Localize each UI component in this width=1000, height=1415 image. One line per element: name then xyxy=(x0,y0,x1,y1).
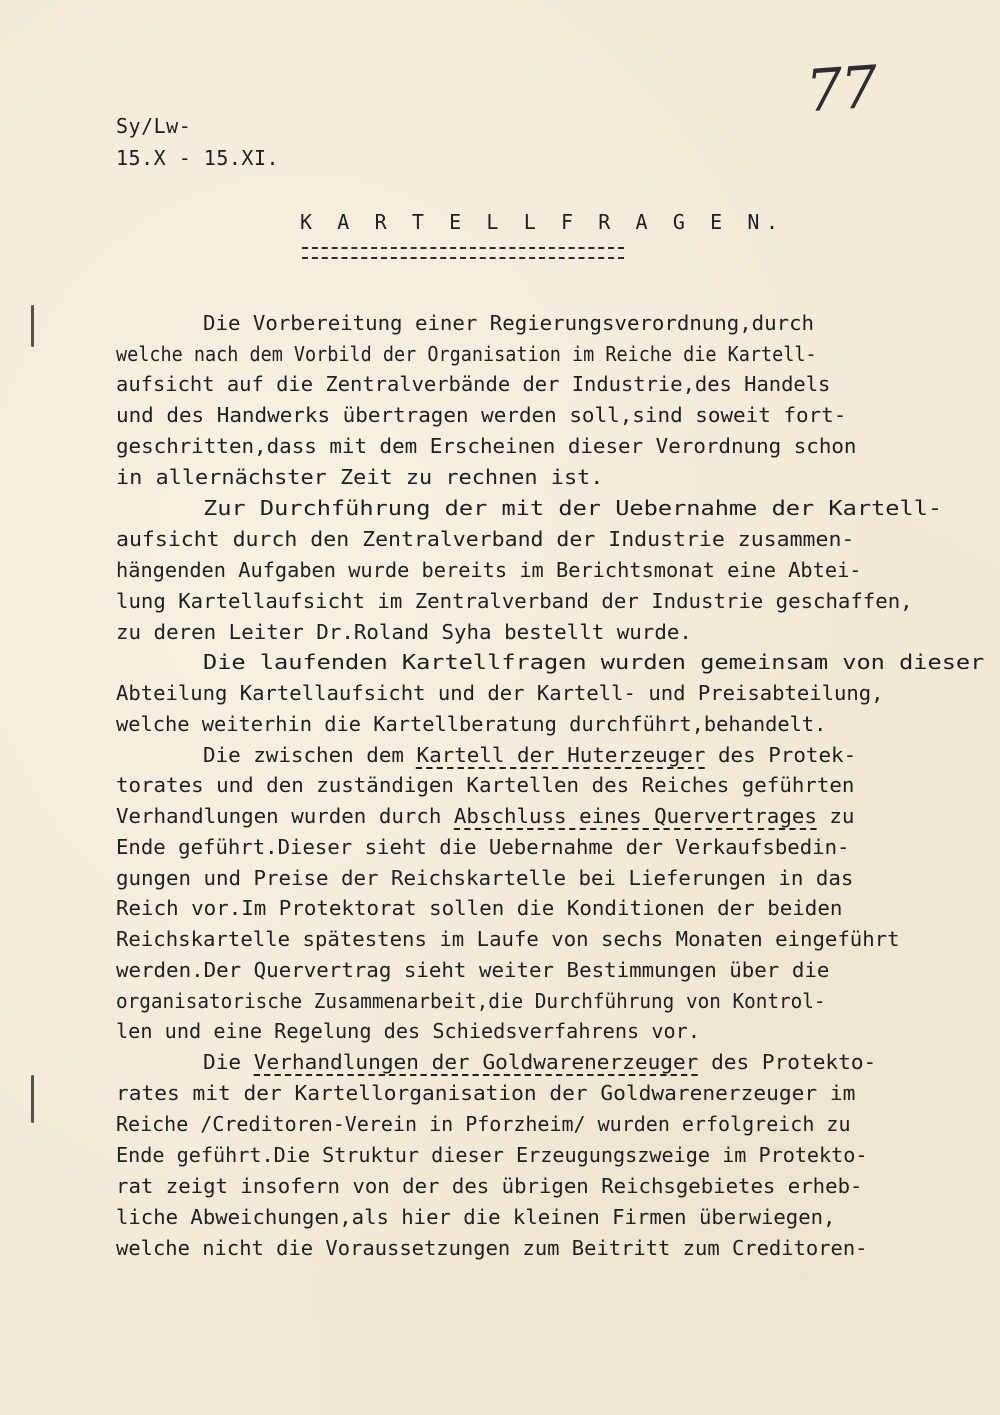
text-line xyxy=(116,681,884,705)
underlined-phrase: Kartell der Huterzeuger xyxy=(416,743,706,767)
text-line xyxy=(116,835,849,859)
text-segment: rat zeigt insofern von der des übrigen Reichsgebietes erheb- xyxy=(116,1174,863,1198)
text-segment: Abteilung Kartellaufsicht und der Kartell- und Preisabteilung, xyxy=(116,681,884,705)
text-segment: des Protekto- xyxy=(698,1050,877,1074)
handwritten-page-number: 77 xyxy=(803,52,879,126)
text-segment: Ende geführt.Die Struktur dieser Erzeugungszweige im Protekto- xyxy=(116,1143,868,1167)
text-segment: Die laufenden Kartellfragen wurden gemeinsam von dieser xyxy=(203,650,985,674)
reference-initials: Sy/Lw- xyxy=(116,114,192,138)
text-segment: lung Kartellaufsicht im Zentralverband der Industrie geschaffen, xyxy=(116,589,913,613)
text-line xyxy=(203,1050,876,1074)
text-line xyxy=(116,1205,835,1229)
text-line xyxy=(203,743,856,767)
text-line xyxy=(116,589,913,613)
text-line xyxy=(116,1112,851,1136)
text-segment: rates mit der Kartellorganisation der Goldwarenerzeuger im xyxy=(116,1081,856,1105)
text-segment: welche nach dem Vorbild der Organisation im Reiche die Kartell- xyxy=(116,342,817,366)
text-line xyxy=(116,712,826,736)
text-segment: Die zwischen dem xyxy=(203,743,417,767)
text-segment: len und eine Regelung des Schiedsverfahrens vor. xyxy=(116,1019,700,1043)
text-line xyxy=(116,403,846,427)
text-segment: welche weiterhin die Kartellberatung durchführt,behandelt. xyxy=(116,712,827,736)
text-line xyxy=(116,1019,700,1043)
title-underline-top xyxy=(302,247,624,249)
text-segment: zu deren Leiter Dr.Roland Syha bestellt wurde. xyxy=(116,620,692,644)
text-segment: Zur Durchführung der mit der Uebernahme der Kartell- xyxy=(203,496,943,520)
text-segment: aufsicht durch den Zentralverband der Industrie zusammen- xyxy=(116,527,855,551)
underlined-phrase: Verhandlungen der Goldwarenerzeuger xyxy=(253,1050,699,1074)
text-segment: Die Vorbereitung einer Regierungsverordnung,durch xyxy=(203,311,815,335)
text-line xyxy=(116,342,817,366)
text-line xyxy=(116,773,854,797)
text-segment: torates und den zuständigen Kartellen des Reiches geführten xyxy=(116,773,855,797)
text-segment: Reich vor.Im Protektorat sollen die Konditionen der beiden xyxy=(116,896,843,920)
text-segment: Verhandlungen wurden durch xyxy=(116,804,454,828)
text-segment: werden.Der Quervertrag sieht weiter Bestimmungen über die xyxy=(116,958,830,982)
text-line xyxy=(116,527,854,551)
text-line xyxy=(203,650,984,674)
punch-hole-mark-bottom xyxy=(31,1075,34,1123)
text-segment: Reichskartelle spätestens im Laufe von sechs Monaten eingeführt xyxy=(116,927,900,951)
punch-hole-mark-top xyxy=(31,305,34,347)
text-line xyxy=(203,311,814,335)
text-segment: des Protek- xyxy=(705,743,857,767)
reference-period: 15.X - 15.XI. xyxy=(116,146,280,170)
text-line xyxy=(116,1236,867,1260)
text-line xyxy=(116,989,826,1013)
text-line xyxy=(203,496,942,520)
text-line xyxy=(116,927,900,951)
text-line xyxy=(116,804,854,828)
text-segment: Die xyxy=(203,1050,254,1074)
text-line xyxy=(116,1174,862,1198)
text-line xyxy=(116,465,604,489)
document-title: K A R T E L L F R A G E N. xyxy=(300,210,785,234)
text-line xyxy=(116,896,842,920)
text-segment: hängenden Aufgaben wurde bereits im Berichtsmonat eine Abtei- xyxy=(116,558,862,582)
text-segment: gungen und Preise der Reichskartelle bei Lieferungen in das xyxy=(116,866,854,890)
text-line xyxy=(116,620,692,644)
text-segment: und des Handwerks übertragen werden soll,sind soweit fort- xyxy=(116,403,847,427)
text-segment: zu xyxy=(816,804,855,828)
text-segment: welche nicht die Voraussetzungen zum Beitritt zum Creditoren- xyxy=(116,1236,868,1260)
text-line xyxy=(116,866,853,890)
text-segment: organisatorische Zusammenarbeit,die Durchführung von Kontrol- xyxy=(116,989,826,1013)
text-segment: Ende geführt.Dieser sieht die Uebernahme der Verkaufsbedin- xyxy=(116,835,850,859)
text-line xyxy=(116,958,829,982)
text-line xyxy=(116,1143,868,1167)
title-underline-bottom xyxy=(302,257,624,259)
text-line xyxy=(116,558,862,582)
text-segment: aufsicht auf die Zentralverbände der Industrie,des Handels xyxy=(116,372,831,396)
text-line xyxy=(116,434,856,458)
text-segment: geschritten,dass mit dem Erscheinen dieser Verordnung schon xyxy=(116,434,857,458)
text-line xyxy=(116,1081,855,1105)
text-line xyxy=(116,372,830,396)
underlined-phrase: Abschluss eines Quervertrages xyxy=(453,804,817,828)
text-segment: liche Abweichungen,als hier die kleinen Firmen überwiegen, xyxy=(116,1205,836,1229)
text-segment: in allernächster Zeit zu rechnen ist. xyxy=(116,465,604,489)
text-segment: Reiche /Creditoren-Verein in Pforzheim/ wurden erfolgreich zu xyxy=(116,1112,851,1136)
